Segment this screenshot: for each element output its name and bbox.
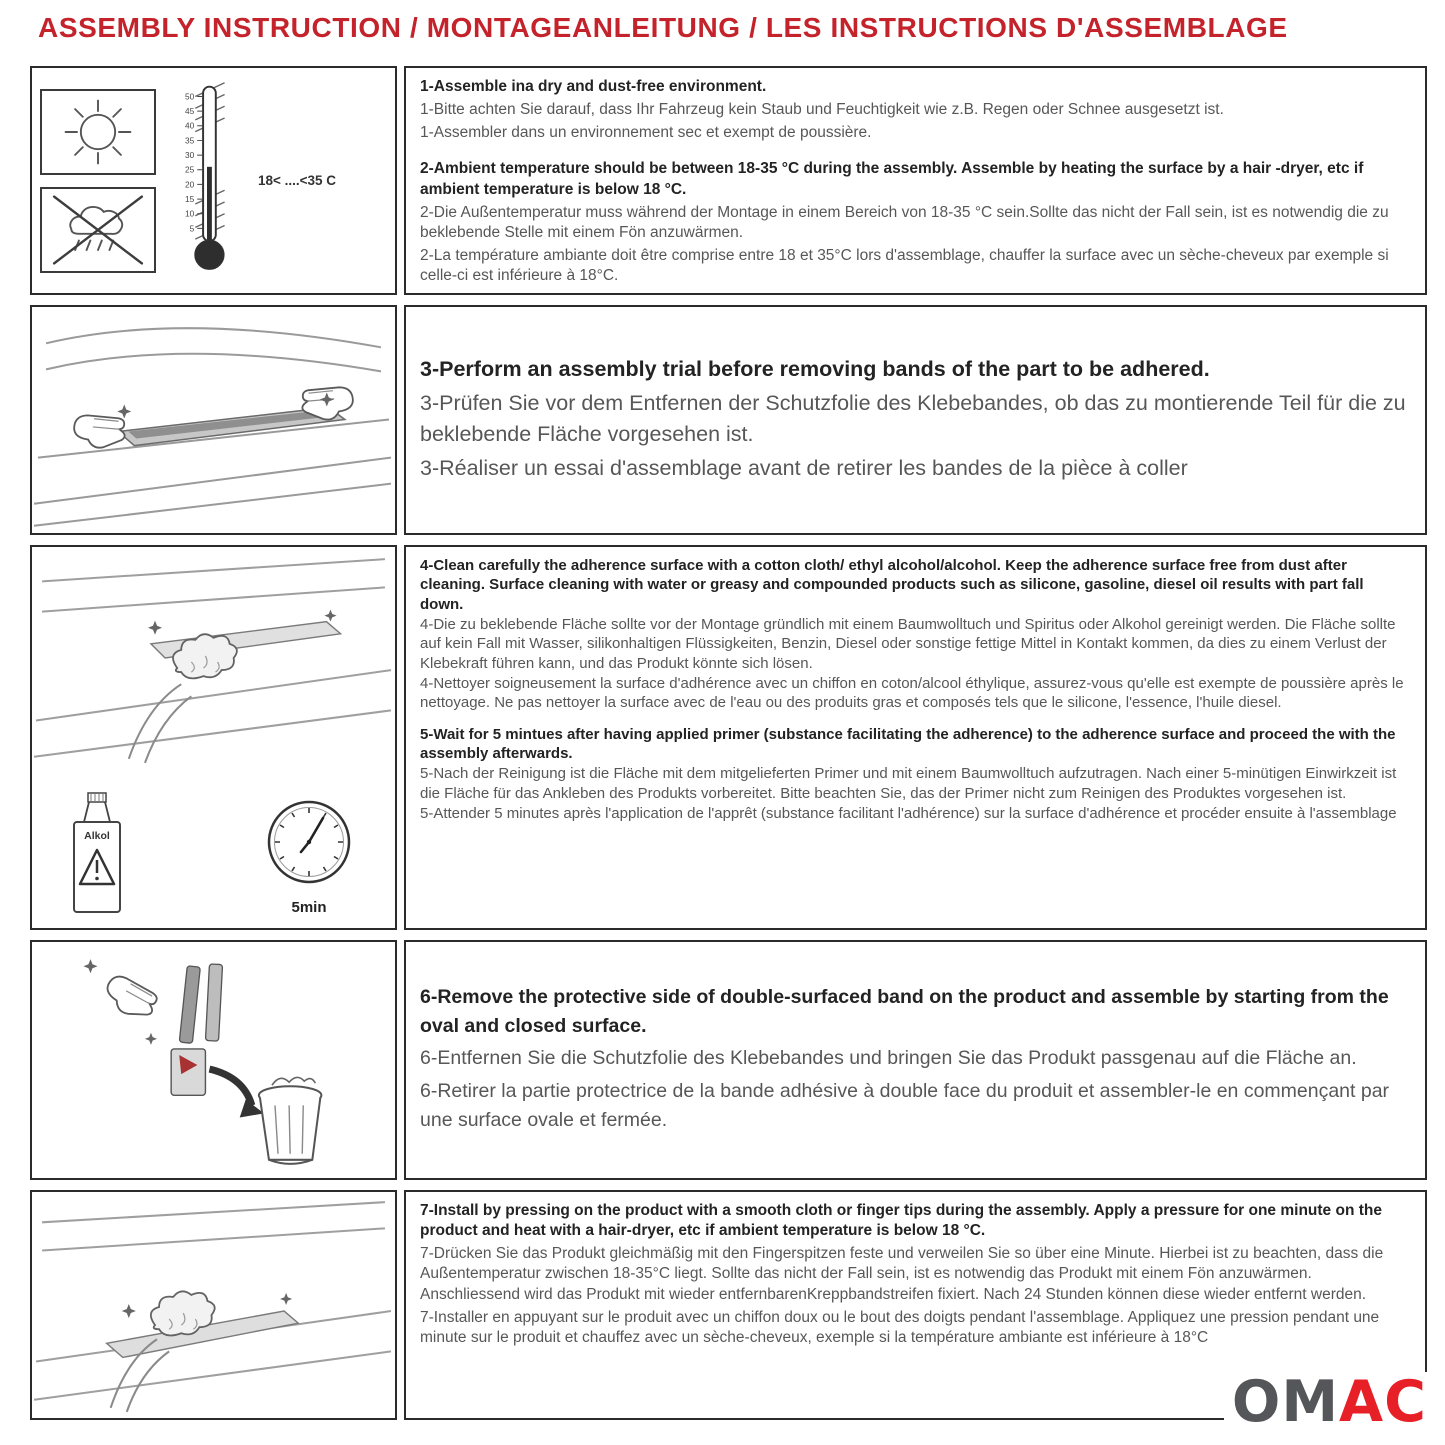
svg-text:25: 25	[185, 164, 195, 175]
press-illustration	[30, 1190, 397, 1420]
no-rain-icon	[42, 189, 154, 271]
step-5-de: 5-Nach der Reinigung ist die Fläche mit dem mitgelieferten Primer und mit einem Baumwolltuch aufzutragen. Nach einer 5-minütigen Einwirkzeit ist die Fläche für das Ankleben des Produkts vorbereitet. Bitte beachten Sie, das der Primer nicht zum Reinigen des Produktes vorgesehen ist.	[420, 765, 1397, 802]
logo-text-red: AC	[1339, 1369, 1427, 1435]
sparkle-icon	[148, 621, 162, 635]
step-3-de: 3-Prüfen Sie vor dem Entfernen der Schutzfolie des Klebebandes, ob das zu montierende Teil für die zu beklebende Fläche vorgesehen ist.	[420, 390, 1406, 446]
svg-text:30: 30	[185, 149, 195, 160]
peel-band-illustration	[30, 940, 397, 1180]
bottle-label: Alkol	[84, 830, 110, 842]
omac-logo	[1224, 1369, 1431, 1435]
svg-text:20: 20	[185, 178, 195, 189]
sill-install-sketch	[32, 307, 395, 533]
step-1-fr: 1-Assembler dans un environnement sec et exempt de poussière.	[420, 124, 872, 142]
svg-text:35: 35	[185, 134, 195, 145]
sill-install-illustration	[30, 305, 397, 535]
section-assembly-trial-text	[404, 305, 1427, 535]
clock-label: 5min	[291, 899, 327, 916]
clock-icon	[257, 790, 361, 918]
sparkle-icon	[122, 1304, 136, 1318]
temperature-range-label: 18< ....<35 C	[258, 173, 337, 188]
step-4-en: 4-Clean carefully the adherence surface with a cotton cloth/ ethyl alcohol/alcohol. Keep the adherence surface free from dust after cleaning. Surface cleaning with water or greasy and compounded products such as silicone, gasoline, diesel oil results with part fall down.	[420, 557, 1364, 613]
svg-text:40: 40	[185, 120, 195, 131]
alcohol-bottle-icon	[58, 790, 136, 918]
svg-text:5: 5	[189, 222, 195, 233]
step-5-en: 5-Wait for 5 mintues after having applied primer (substance facilitating the adherence) to the adherence surface and proceed the with the assembly afterwards.	[420, 725, 1396, 763]
cleaning-sketch	[32, 547, 395, 777]
environment-illustration	[30, 66, 397, 295]
section-clean-surface	[30, 545, 1427, 930]
step-4-fr: 4-Nettoyer soigneusement la surface d'adhérence avec un chiffon en coton/alcool éthylique, assurez-vous qu'elle est exempte de poussière après le nettoyage. Ne pas nettoyer la surface avec de l'eau ou des produits gras et composés tels que le silicone, l'essence, l'huile diesel.	[420, 675, 1404, 712]
sun-icon	[42, 91, 154, 173]
sparkle-icon	[324, 610, 336, 622]
section-remove-band	[30, 940, 1427, 1180]
step-6-de: 6-Entfernen Sie die Schutzfolie des Klebebandes und bringen Sie das Produkt passgenau auf die Fläche an.	[420, 1047, 1357, 1070]
weather-boxes	[40, 89, 156, 273]
peeling-hand-icon	[102, 973, 161, 1021]
section-remove-band-text	[404, 940, 1427, 1180]
step-7-de: 7-Drücken Sie das Produkt gleichmäßig mit den Fingerspitzen feste und verweilen Sie so über eine Minute. Hierbei ist zu beachten, dass die Außentemperatur zwischen 18-35°C liegt. Sollte das nicht der Fall sein, ist es notwendig das Produkt mit einem Fön anzuwärmen. Anschliessend wird das Produkt mit wieder entfernbarenKreppbandstreifen fixiert. Nach 24 Stunden können diese wieder entfernt werden.	[420, 1245, 1384, 1303]
step-6-fr: 6-Retirer la partie protectrice de la bande adhésive à double face du produit et assembler-le en commençant par une surface ovale et fermée.	[420, 1079, 1390, 1131]
sun-box	[40, 89, 156, 175]
section-environment	[30, 66, 1427, 295]
sparkle-icon	[145, 1033, 157, 1045]
sparkle-icon	[83, 959, 97, 973]
svg-text:15: 15	[185, 193, 195, 204]
left-hand-icon	[73, 412, 127, 451]
step-6-en: 6-Remove the protective side of double-surfaced band on the product and assemble by starting from the oval and closed surface.	[420, 985, 1389, 1038]
no-rain-box	[40, 187, 156, 273]
step-2-en: 2-Ambient temperature should be between 18-35 °C during the assembly. Assemble by heating the surface by a hair -dryer, etc if ambient temperature is below 18 °C.	[420, 160, 1364, 198]
step-1-en: 1-Assemble ina dry and dust-free environment.	[420, 78, 767, 95]
step-4-de: 4-Die zu beklebende Fläche sollte vor der Montage gründlich mit einem Baumwolltuch und Spiritus oder Alkohol gereinigt werden. Die Fläche sollte auf kein Fall mit Wasser, silikonhaltigen Flüssigkeiten, Benzin, Diesel oder sonstige fettige Mittel in Kontakt kommen, da dies zu einem Verlust der Klebekraft führen kann, und das Produkt könnte sich lösen.	[420, 616, 1396, 672]
svg-text:10: 10	[185, 208, 195, 219]
section-assembly-trial	[30, 305, 1427, 535]
sparkle-icon	[117, 404, 131, 418]
section-clean-surface-text	[404, 545, 1427, 930]
thermometer-icon	[164, 80, 250, 282]
press-sketch	[32, 1192, 395, 1420]
svg-text:45: 45	[185, 105, 195, 116]
sparkle-icon	[280, 1293, 292, 1305]
step-1-de: 1-Bitte achten Sie darauf, dass Ihr Fahrzeug kein Staub und Feuchtigkeit wie z.B. Regen oder Schnee ausgesetzt ist.	[420, 101, 1224, 119]
step-5-fr: 5-Attender 5 minutes après l'application de l'apprêt (substance facilitant l'adhérence) sur la surface d'adhérence et procéder ensuite à l'assemblage	[420, 805, 1397, 823]
section-environment-text	[404, 66, 1427, 295]
step-3-fr: 3-Réaliser un essai d'assemblage avant de retirer les bandes de la pièce à coller	[420, 456, 1188, 481]
page-title: ASSEMBLY INSTRUCTION / MONTAGEANLEITUNG / LES INSTRUCTIONS D'ASSEMBLAGE	[38, 12, 1288, 43]
logo-text-gray: OM	[1231, 1369, 1340, 1435]
step-7-en: 7-Install by pressing on the product with a smooth cloth or finger tips during the assembly. Apply a pressure for one minute on the product and heat with a hair-dryer, etc if ambient temperature is below 18 °C.	[420, 1202, 1382, 1240]
step-2-fr: 2-La température ambiante doit être comprise entre 18 et 35°C lors d'assemblage, chauffer la surface avec un sèche-cheveux par exemple si celle-ci est inférieure à 18°C.	[420, 246, 1389, 285]
step-2-de: 2-Die Außentemperatur muss während der Montage in einem Bereich von 18-35 °C sein.Sollte das nicht der Fall sein, ist es notwendig die zu beklebende Stelle mit einem Fön anzuwärmen.	[420, 203, 1389, 241]
trash-bin-icon	[259, 1077, 322, 1163]
thermometer-scale	[185, 91, 195, 233]
step-7-fr: 7-Installer en appuyant sur le produit avec un chiffon doux ou le bout des doigts pendant l'assemblage. Appliquez une pression pendant une minute sur le produit et chauffez avec un sèche-cheveux, exemple si la température ambiante est inférieure à 18°C	[420, 1308, 1380, 1346]
peel-band-sketch	[32, 942, 395, 1180]
section-press-install	[30, 1190, 1427, 1420]
svg-text:50: 50	[185, 90, 195, 101]
step-3-en: 3-Perform an assembly trial before removing bands of the part to be adhered.	[420, 356, 1210, 381]
cleaning-illustration	[30, 545, 397, 930]
